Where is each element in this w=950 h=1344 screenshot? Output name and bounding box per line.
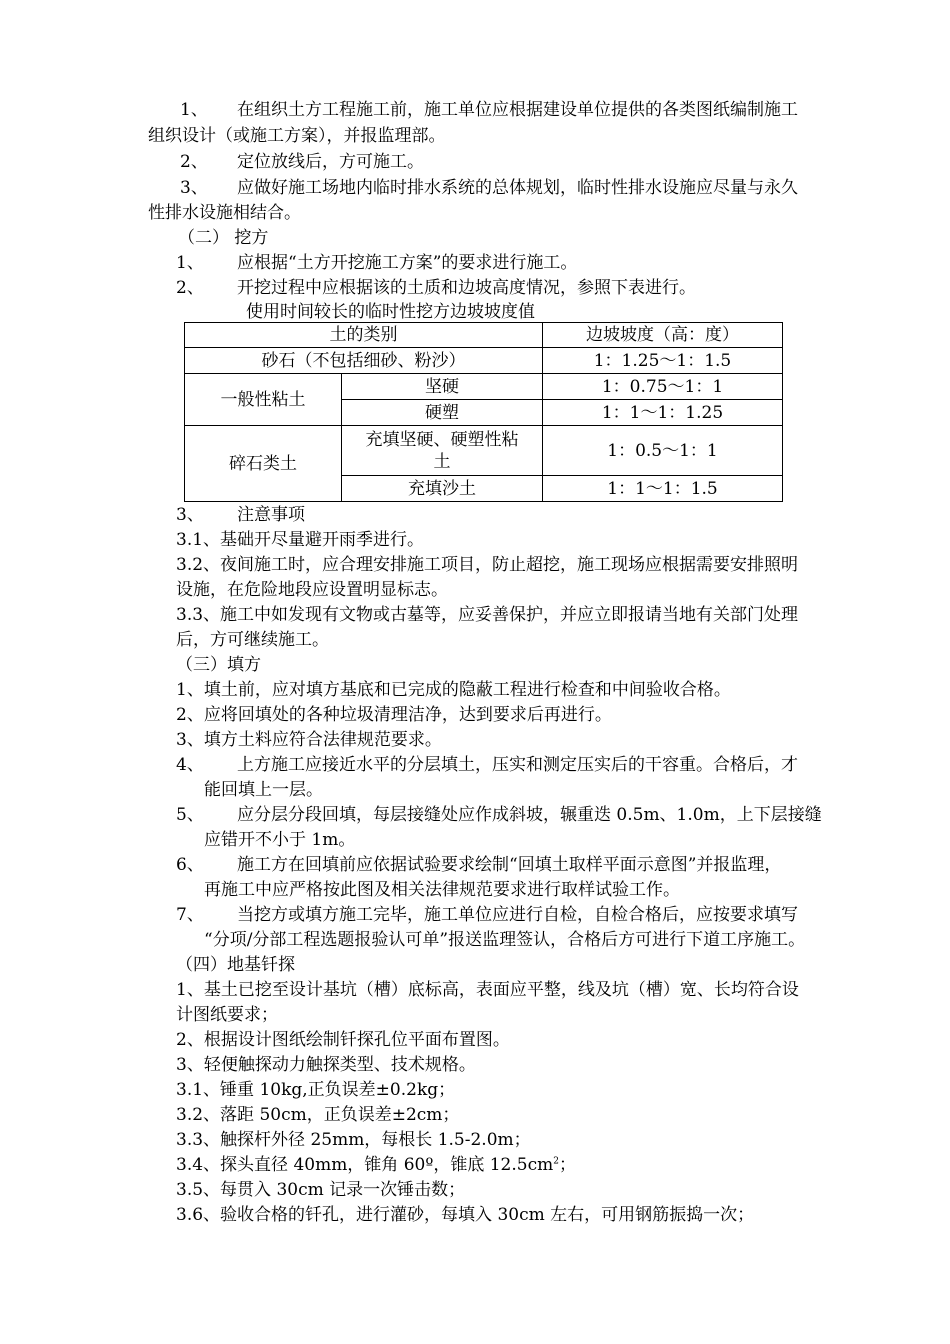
filling-item-1: 1、填土前，应对填方基底和已完成的隐蔽工程进行检查和中间验收合格。 <box>176 680 731 700</box>
excavation-item-2: 2、 开挖过程中应根据该的土质和边坡高度情况，参照下表进行。 <box>176 278 696 298</box>
table-cell: 1：1～1：1.25 <box>543 400 783 426</box>
probing-sub-3-4: 3.4、探头直径 40mm，锥角 60º，锥底 $12.5cm^2$； <box>176 1155 576 1175</box>
note-3-2: 3.2、夜间施工时，应合理安排施工项目，防止超挖，施工现场应根据需要安排照明 <box>176 555 799 575</box>
filling-item-5: 5、 应分层分段回填，每层接缝处应作成斜坡，辗重迭 0.5m、1.0m，上下层接缝 <box>176 805 822 825</box>
probing-sub-3-3: 3.3、触探杆外径 25mm，每根长 1.5-2.0m； <box>176 1130 531 1150</box>
filling-item-6-cont: 再施工中应严格按此图及相关法律规范要求进行取样试验工作。 <box>204 880 680 900</box>
table-cell: 砂石（不包括细砂、粉沙） <box>185 348 543 374</box>
probing-sub-3-6: 3.6、验收合格的钎孔，进行灌砂，每填入 30cm 左右，可用钢筋振捣一次； <box>176 1205 755 1225</box>
table-cell: 坚硬 <box>342 374 543 400</box>
note-3-1: 3.1、基础开尽量避开雨季进行。 <box>176 530 425 550</box>
table-cell: 硬塑 <box>342 400 543 426</box>
item-2: 2、 定位放线后，方可施工。 <box>180 152 424 172</box>
excavation-heading: （二） 挖方 <box>178 228 269 248</box>
table-title: 使用时间较长的临时性挖方边坡坡度值 <box>246 302 535 322</box>
probing-item-2: 2、根据设计图纸绘制钎探孔位平面布置图。 <box>176 1030 510 1050</box>
probing-heading: （四）地基钎探 <box>176 955 295 975</box>
probing-sub-3-1: 3.1、锤重 10kg,正负误差±0.2kg； <box>176 1080 456 1100</box>
table-cell: 1：1～1：1.5 <box>543 476 783 502</box>
filling-item-2: 2、应将回填处的各种垃圾清理洁净，达到要求后再进行。 <box>176 705 612 725</box>
probing-item-3: 3、轻便触探动力触探类型、技术规格。 <box>176 1055 476 1075</box>
table-cell: 1：0.75～1：1 <box>543 374 783 400</box>
filling-heading: （三）填方 <box>176 655 261 675</box>
note-3-3-cont: 后，方可继续施工。 <box>176 630 329 650</box>
filling-item-6: 6、 施工方在回填前应依据试验要求绘制“回填土取样平面示意图”并报监理， <box>176 855 782 875</box>
item-1: 1、 在组织土方工程施工前，施工单位应根据建设单位提供的各类图纸编制施工 <box>180 100 798 120</box>
table-cell: 碎石类土 <box>185 426 342 502</box>
filling-item-7: 7、 当挖方或填方施工完毕，施工单位应进行自检，自检合格后，应按要求填写 <box>176 905 798 925</box>
table-cell: 1：0.5～1：1 <box>543 426 783 476</box>
excavation-item-3: 3、 注意事项 <box>176 505 305 525</box>
item-1-cont: 组织设计（或施工方案），并报监理部。 <box>148 126 446 146</box>
note-3-3: 3.3、施工中如发现有文物或古墓等，应妥善保护，并应立即报请当地有关部门处理 <box>176 605 799 625</box>
table-cell: 充填沙土 <box>342 476 543 502</box>
probing-item-1: 1、基土已挖至设计基坑（槽）底标高，表面应平整，线及坑（槽）宽、长均符合设 <box>176 980 799 1000</box>
item-3-cont: 性排水设施相结合。 <box>148 203 301 223</box>
filling-item-4: 4、 上方施工应接近水平的分层填土，压实和测定压实后的干容重。合格后，才 <box>176 755 798 775</box>
header-slope: 边坡坡度（高：度） <box>543 323 783 348</box>
note-3-2-cont: 设施，在危险地段应设置明显标志。 <box>176 580 448 600</box>
filling-item-5-cont: 应错开不小于 1m。 <box>204 830 356 850</box>
probing-item-1-cont: 计图纸要求； <box>176 1005 278 1025</box>
probing-sub-3-2: 3.2、落距 50cm，正负误差±2cm； <box>176 1105 460 1125</box>
filling-item-7-cont: “分项/分部工程选题报验认可单”报送监理签认，合格后方可进行下道工序施工。 <box>204 930 806 950</box>
filling-item-3: 3、填方土料应符合法律规范要求。 <box>176 730 442 750</box>
header-soil-type: 土的类别 <box>185 323 543 348</box>
probing-sub-3-5: 3.5、每贯入 30cm 记录一次锤击数； <box>176 1180 466 1200</box>
item-3: 3、 应做好施工场地内临时排水系统的总体规划，临时性排水设施应尽量与永久 <box>180 178 798 198</box>
table-cell: 充填坚硬、硬塑性粘 土 <box>342 426 543 476</box>
slope-table <box>184 322 783 502</box>
table-cell: 一般性粘土 <box>185 374 342 426</box>
excavation-item-1: 1、 应根据“土方开挖施工方案”的要求进行施工。 <box>176 253 578 273</box>
filling-item-4-cont: 能回填上一层。 <box>204 780 323 800</box>
table-cell: 1：1.25～1：1.5 <box>543 348 783 374</box>
